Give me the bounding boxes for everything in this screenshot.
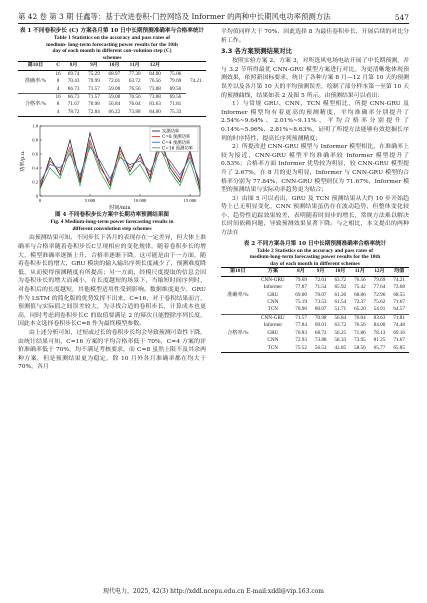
table-group-label: 合格率/% bbox=[18, 94, 53, 117]
table-group-label: 准确率/% bbox=[24, 78, 47, 85]
table-cell: 76.04 bbox=[350, 314, 370, 322]
data-point bbox=[140, 161, 141, 162]
legend-label: 实测功率 bbox=[162, 129, 180, 135]
table1-caption-cn: 表 1 不同卷积步长 (C) 方案各月第 10 日中长期预测准确率与合格率统计 bbox=[19, 28, 205, 34]
table-cell: 16 bbox=[53, 94, 64, 102]
table-cell: 73.88 bbox=[128, 108, 141, 115]
data-point bbox=[110, 178, 111, 179]
data-point bbox=[40, 185, 41, 186]
table-cell: GRU bbox=[267, 329, 279, 336]
table-cell: Informer bbox=[263, 322, 283, 329]
running-header bbox=[18, 8, 409, 22]
table-cell: 77.84 bbox=[295, 322, 307, 329]
data-point bbox=[150, 175, 151, 176]
table-header-cell: 8月 bbox=[297, 268, 305, 275]
table-cell: 71.81 bbox=[169, 101, 182, 108]
data-point bbox=[120, 157, 121, 158]
table-cell: 71.81 bbox=[389, 314, 409, 322]
table-header-cell: 11月 bbox=[354, 268, 365, 275]
table-cell: 76.56 bbox=[354, 322, 366, 329]
table-cell: GRU bbox=[267, 291, 279, 298]
data-point bbox=[200, 189, 201, 190]
data-point bbox=[150, 182, 151, 183]
table-row bbox=[18, 70, 206, 78]
table-cell: 65.85 bbox=[393, 344, 405, 351]
table-cell: 68.55 bbox=[393, 291, 405, 298]
table-cell: 69.01 bbox=[314, 322, 327, 329]
table-cell: 56.84 bbox=[330, 314, 350, 322]
data-point bbox=[180, 182, 181, 183]
table-header-cell: 10月 bbox=[335, 268, 346, 275]
data-point bbox=[130, 171, 131, 172]
table-header-cell: 方案 bbox=[267, 268, 279, 275]
table-cell: CNN-GRU bbox=[261, 276, 285, 283]
table-cell: 64.57 bbox=[393, 306, 405, 313]
data-point bbox=[100, 168, 101, 169]
table-cell: 69.16 bbox=[393, 329, 405, 336]
table-header-cell: C bbox=[56, 62, 60, 69]
data-point bbox=[170, 168, 171, 169]
fig4-caption-cn: 图 4 不同卷积步长方案中长期功率预测结果图 bbox=[54, 212, 170, 219]
table-cell: 75.06 bbox=[169, 70, 182, 77]
table-cell: 76.56 bbox=[128, 85, 141, 92]
table-cell: 70.07 bbox=[314, 291, 327, 298]
table-cell: 42.85 bbox=[334, 344, 347, 351]
data-point bbox=[170, 164, 171, 165]
table-cell: 75.62 bbox=[373, 299, 386, 306]
table-cell: 83.63 bbox=[149, 101, 161, 108]
data-point bbox=[60, 168, 61, 169]
y-tick-label: 0.6 bbox=[32, 151, 38, 157]
data-point bbox=[50, 164, 51, 165]
right-paragraph-4: 3）由图 5 可以看出，GRU 及 TCN 预测结果从大约 10 步开始趋势上已无明显变化，CNN 预测结果虽仍存在波动趋势，但整体变化较小，趋势性追踪效果较差，表明随着时间步的增长，常规方法难以解决长时间依赖问题，导致预测效果显著下降。与之相比，本文提出的两种方法在 bbox=[221, 195, 409, 237]
left-column bbox=[18, 28, 206, 372]
data-point bbox=[170, 171, 171, 172]
table-cell: 71.57 bbox=[291, 314, 311, 322]
data-point bbox=[70, 140, 71, 141]
table-row bbox=[18, 94, 206, 102]
table-cell: 77.87 bbox=[295, 284, 307, 291]
table-group-label: 合格率/% bbox=[221, 314, 254, 352]
table-cell: 84.00 bbox=[149, 70, 161, 77]
data-point bbox=[40, 189, 41, 190]
table-cell: 71.86 bbox=[354, 329, 366, 336]
table-cell: 8 bbox=[56, 101, 60, 108]
page-footer: 现代电力，2025, 42(3) http://xddl.ncepu.edu.cn E-mail:xddl@vip.163.com bbox=[103, 588, 324, 595]
data-point bbox=[180, 178, 181, 179]
table-cell: 72.01 bbox=[108, 78, 121, 85]
data-point bbox=[60, 171, 61, 172]
data-point bbox=[130, 164, 131, 165]
table-cell: 61.54 bbox=[334, 299, 347, 306]
table-cell: 58.33 bbox=[334, 337, 347, 344]
table-header-cell: 9月 bbox=[90, 62, 98, 69]
header-rule bbox=[18, 23, 409, 24]
table-cell: 78.72 bbox=[67, 108, 80, 115]
table-cell: 66.73 bbox=[63, 94, 83, 102]
table-cell: 65.20 bbox=[354, 306, 366, 313]
right-paragraph-1: 按照实验方案 2、方案 3，对所选风电场电站开展了中长期预测，并与 3.2 节所得最优 CNN-GRU 模型方案进行对比。为更清晰地体现预测效果，依照新国标要求，统计了各种方案 8 月—12 月第 10 天的预测误差以及各月第 10 天的平均预测误差，绘制了部分样本第一至第 10 天的预测曲线，结果如表 2 及图 5 所示。由预测结果可以看出： bbox=[221, 58, 409, 99]
data-point bbox=[130, 175, 131, 176]
table-cell: 73.88 bbox=[149, 85, 161, 92]
table-cell: 71.67 bbox=[393, 299, 405, 306]
table-cell: 58.56 bbox=[354, 344, 366, 351]
data-point bbox=[200, 185, 201, 186]
table-cell: 75.33 bbox=[169, 108, 182, 115]
table-cell: 66.73 bbox=[67, 85, 80, 92]
table-cell: 8 bbox=[56, 78, 60, 85]
table-cell: 76.04 bbox=[128, 101, 141, 108]
table1 bbox=[18, 61, 206, 117]
table-cell: 84.00 bbox=[149, 108, 161, 115]
right-paragraph-0: 平均值同样大于 70%，因此选择 8 为最佳卷积步长，开展后续的对比分析工作。 bbox=[221, 29, 409, 44]
header-page-number: 547 bbox=[394, 13, 409, 22]
y-tick-label: 0.4 bbox=[32, 165, 38, 171]
x-tick-label: 15 000 bbox=[183, 198, 197, 204]
data-point bbox=[110, 182, 111, 183]
table-cell: 73.88 bbox=[314, 337, 327, 344]
table-cell: 70.83 bbox=[295, 329, 307, 336]
table-cell: 56.84 bbox=[108, 101, 121, 108]
table-cell: 70.98 bbox=[88, 101, 100, 108]
data-point bbox=[190, 157, 191, 158]
legend-label: C=8 预测功率 bbox=[162, 135, 191, 141]
data-point bbox=[100, 171, 101, 172]
data-point bbox=[100, 161, 101, 162]
x-axis-label: 时间/min bbox=[109, 205, 131, 212]
table-cell: 75.42 bbox=[354, 284, 366, 291]
table-cell: 72.37 bbox=[354, 299, 366, 306]
table2 bbox=[221, 267, 409, 352]
data-point bbox=[80, 185, 81, 186]
table-cell: 73.68 bbox=[393, 284, 405, 291]
data-point bbox=[80, 178, 81, 179]
table-cell: 81.25 bbox=[373, 337, 386, 344]
table-cell: CNN bbox=[267, 299, 279, 306]
figure4 bbox=[18, 120, 206, 212]
data-point bbox=[200, 192, 201, 193]
table-cell: 77.30 bbox=[128, 70, 141, 77]
table-cell: 75.19 bbox=[295, 299, 307, 306]
table-cell: 76.56 bbox=[125, 94, 145, 102]
fig4-caption-en: Fig. 4 Medium-long-term power forecasting results in different convolution step schemes bbox=[50, 219, 174, 232]
table-cell: TCN bbox=[267, 344, 279, 351]
data-point bbox=[190, 154, 191, 155]
table-cell: 73.88 bbox=[145, 94, 165, 102]
table-cell: 84.00 bbox=[373, 322, 386, 329]
table-group-label: 准确率/% bbox=[227, 291, 249, 298]
table-cell: 63.72 bbox=[334, 322, 347, 329]
table-header-cell: 均值 bbox=[393, 268, 405, 275]
table-header-cell: 8月 bbox=[69, 62, 78, 69]
table-cell: 54.91 bbox=[373, 306, 386, 313]
x-tick-label: 5 000 bbox=[84, 198, 96, 204]
table-row bbox=[221, 314, 409, 322]
table-cell: 70.96 bbox=[295, 306, 307, 313]
table-cell: 16 bbox=[55, 70, 61, 77]
data-point bbox=[50, 168, 51, 169]
table-cell: 63.72 bbox=[334, 276, 347, 283]
data-point bbox=[100, 164, 101, 165]
data-point bbox=[60, 178, 61, 179]
table-cell: 71.67 bbox=[67, 101, 80, 108]
table-cell: 79.69 bbox=[373, 276, 386, 283]
x-tick-label: 0 bbox=[38, 198, 42, 204]
table-cell: 63.72 bbox=[128, 78, 141, 85]
table-cell: 73.53 bbox=[314, 299, 327, 306]
data-point bbox=[80, 182, 81, 183]
table-cell: 72.01 bbox=[314, 276, 327, 283]
data-point bbox=[70, 150, 71, 151]
table-cell: 76.56 bbox=[149, 78, 161, 85]
data-point bbox=[170, 161, 171, 162]
header-journal: 第 42 卷 第 3 期 任鑫等：基于改进卷积-门控网络及 Informer 的两种中长期风电功率预测方法 bbox=[18, 12, 331, 21]
figure4-chart bbox=[18, 120, 206, 212]
table-header-cell: 第10日 bbox=[229, 268, 246, 275]
left-paragraph-2: 由上述分析可知，过短或过长的卷积步长均会导致预测可靠性下降，由统计结果可知，C=16 方案的平均合格率低于 70%，C=4 方案的评价准确率低于 70%，均不满足考核要求，而 C=8 虽然上限不及其余两种方案，但是预测结果更为稳定，除 10 月外各月准确率都在均大于 70%，各月 bbox=[18, 329, 206, 371]
y-tick-label: 0.2 bbox=[32, 179, 38, 185]
table-cell: 83.63 bbox=[370, 314, 390, 322]
data-point bbox=[80, 175, 81, 176]
table-cell: 79.99 bbox=[88, 78, 100, 85]
data-point bbox=[130, 168, 131, 169]
table-cell: 69.56 bbox=[165, 94, 185, 102]
data-point bbox=[140, 154, 141, 155]
left-paragraph-1: 由预测结果可知，不同步长下各月的表现存在一定差异，但大体上准确率与合格率随着卷积步长C呈现相应的变化规律，随着卷积步长的增大，模型准确率逐渐上升，合格率逐渐下降。这可能是由于一方面，随着卷积步长的增大，GRU 模块的输入输出序列长度减少了，预测难度降低，从而使得预测精度有所提高；另一方面，经模尺度提取的信息会因为卷积步长的增大而减小，在长度越短的场景下，当缩短时间序列时，对卷积后的长度越短，其他模型适用性受到影响。数据维度更少，GRU 作为 LSTM 的简化版的优势发挥不出来，C=16，对于卷积结果而言，预测值与实际值之间误差较大，为寻找合适的卷积步长，计算成本也更高，同时考虑到卷积步长C 的取值要满足 2 的幂次且能整除序列长度，因此本文选择卷积步长C=8 作为最终模型参数。 bbox=[18, 235, 206, 328]
table-cell: 68.86 bbox=[354, 291, 366, 298]
data-point bbox=[70, 147, 71, 148]
x-tick-label: 10 000 bbox=[133, 198, 147, 204]
table-cell: 69.00 bbox=[295, 291, 307, 298]
y-tick-label: 1.0 bbox=[32, 123, 38, 129]
data-point bbox=[180, 185, 181, 186]
data-point bbox=[140, 164, 141, 165]
table-cell: 4 bbox=[56, 108, 60, 115]
table-cell: 75.52 bbox=[295, 344, 307, 351]
table-cell: 71.54 bbox=[314, 284, 327, 291]
right-column bbox=[221, 28, 409, 353]
table-cell: 72.84 bbox=[88, 108, 100, 115]
table-header-cell: 第10日 bbox=[27, 62, 44, 69]
data-point bbox=[90, 143, 91, 144]
table-cell: 68.97 bbox=[108, 70, 121, 77]
y-axis-label: 功率/p.u. bbox=[20, 150, 26, 172]
table-cell: 56.53 bbox=[314, 344, 327, 351]
table2-caption-en: Table 2 Statistics on the accuracy and pass rates of medium-long-term forecasting power results for the 10th day of each month in different schemes bbox=[249, 247, 381, 267]
table-cell: 65.77 bbox=[373, 344, 386, 351]
table-cell: 4 bbox=[56, 85, 60, 92]
y-tick-label: 0 bbox=[35, 193, 38, 199]
table-cell: 78.13 bbox=[373, 329, 386, 336]
table2-caption-cn: 表 2 不同方案各月第 10 日中长期预测准确率合格率统计 bbox=[243, 240, 387, 247]
table-cell: 76.56 bbox=[354, 276, 366, 283]
table-cell: 71.67 bbox=[393, 337, 405, 344]
table-cell: CNN-GRU bbox=[254, 314, 291, 322]
right-paragraph-3: 2）所提改进 CNN-GRU 模型与 Informer 模型相比，在准确率上较为接近，CNN-GRU 模型平均准确率较 Informer 模型提升了 0.53%；合格率方面 Informer 优势较为明显，较 CNN-GRU 模型提升了 2.67%，在 8 月的更为明显，Informer 与 CNN-GRU 模型的合格率分别为 77.84%，CNN-GRU 模型则仅为 71.67%，Informer 模型的预测结果与实际功率趋势更为贴合； bbox=[221, 144, 409, 194]
y-tick-label: 0.8 bbox=[32, 137, 38, 143]
data-point bbox=[120, 150, 121, 151]
data-point bbox=[90, 147, 91, 148]
table-cell: 68.73 bbox=[314, 329, 327, 336]
table-cell: 72.96 bbox=[373, 291, 386, 298]
table-cell: 70.43 bbox=[67, 78, 80, 85]
data-point bbox=[150, 171, 151, 172]
table-cell: 74.21 bbox=[189, 78, 202, 85]
data-point bbox=[50, 157, 51, 158]
data-point bbox=[70, 154, 71, 155]
table-header-cell: 11月 bbox=[129, 62, 140, 69]
legend-label: C=4 预测功率 bbox=[162, 141, 191, 147]
data-point bbox=[50, 161, 51, 162]
data-point bbox=[140, 157, 141, 158]
table-cell: 79.69 bbox=[295, 276, 307, 283]
table-cell: 77.64 bbox=[373, 284, 386, 291]
table-row bbox=[221, 276, 409, 284]
data-point bbox=[40, 182, 41, 183]
table-cell: 51.71 bbox=[334, 306, 347, 313]
data-point bbox=[90, 133, 91, 134]
table-cell: Informer bbox=[263, 284, 283, 291]
data-point bbox=[150, 178, 151, 179]
table-cell: 71.57 bbox=[84, 94, 104, 102]
data-point bbox=[200, 182, 201, 183]
table-header-cell: 10月 bbox=[109, 62, 120, 69]
table-cell: 65.92 bbox=[334, 284, 347, 291]
table-cell: 71.57 bbox=[88, 85, 100, 92]
table-cell: 80.07 bbox=[314, 306, 327, 313]
table-cell: 75.29 bbox=[88, 70, 100, 77]
data-point bbox=[190, 161, 191, 162]
table-cell: 79.69 bbox=[169, 78, 182, 85]
table-header-cell: 12月 bbox=[374, 268, 385, 275]
data-point bbox=[180, 175, 181, 176]
table-cell: 69.56 bbox=[169, 85, 182, 92]
table-cell: 59.08 bbox=[108, 85, 121, 92]
table-header-cell: 12月 bbox=[149, 62, 161, 69]
table-cell: 74.48 bbox=[393, 322, 405, 329]
data-point bbox=[90, 140, 91, 141]
data-point bbox=[110, 189, 111, 190]
table-cell: 69.74 bbox=[67, 70, 80, 77]
table-cell: 70.98 bbox=[311, 314, 331, 322]
data-point bbox=[120, 154, 121, 155]
table-cell: 61.26 bbox=[334, 291, 347, 298]
data-point bbox=[60, 175, 61, 176]
table-cell: TCN bbox=[267, 306, 279, 313]
data-point bbox=[120, 147, 121, 148]
right-paragraph-2: 1）与常规 GRU、CNN、TCN 模型相比，所提 CNN-GRU 及 Informer 模型均有着更高的预测精度，平均准确率分别提升了 2.54%~9.64%、2.01%~9.11%，平均合格率分别提升了 0.14%~5.96%、2.81%~8.63%，证明了所提方法能够有效挖掘长序列的时序特性，提高长序列预测精度； bbox=[221, 101, 409, 142]
table-cell: 66.22 bbox=[108, 108, 121, 115]
legend-label: C=16 预测功率 bbox=[162, 146, 193, 152]
table-cell: 74.21 bbox=[393, 276, 405, 283]
table1-caption-en: Table 1 Statistics on the accuracy and pass rates of medium- long-term forecasting power results for the 10th day of each month in different con-volution step (C) schemes bbox=[46, 35, 178, 61]
table-cell: 59.08 bbox=[104, 94, 124, 102]
data-point bbox=[110, 185, 111, 186]
table-cell: 73.95 bbox=[354, 337, 366, 344]
table-cell: 56.25 bbox=[334, 329, 347, 336]
table-cell: CNN bbox=[267, 337, 279, 344]
table-cell: 72.93 bbox=[295, 337, 307, 344]
table-header-cell: 9月 bbox=[316, 268, 325, 275]
section-heading-3-3: 3.3 各方案预测结果对比 bbox=[221, 47, 293, 56]
